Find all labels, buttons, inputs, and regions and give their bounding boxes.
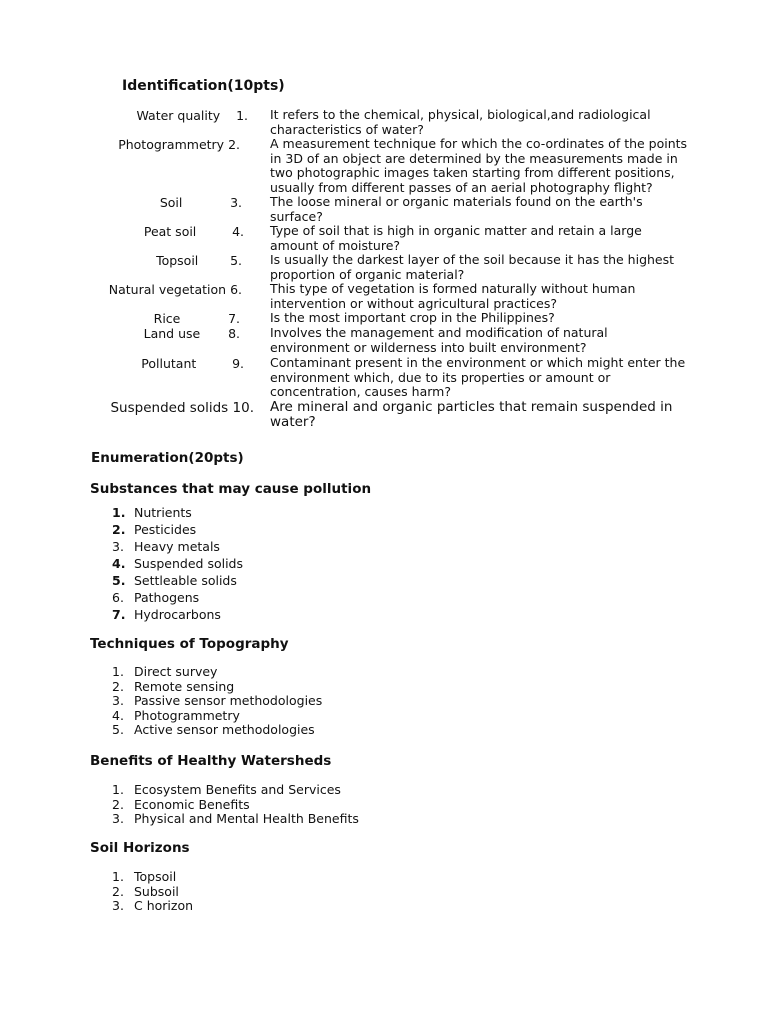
list-number: 3. bbox=[112, 811, 124, 827]
identification-question: Involves the management and modification of natural environment or wilderness into built environment? bbox=[270, 325, 608, 355]
identification-term: Water quality 1. bbox=[136, 108, 248, 123]
list-item bbox=[90, 572, 243, 589]
list-item-text: Settleable solids bbox=[134, 573, 237, 588]
list-number: 6. bbox=[112, 590, 124, 605]
list-item-text: Nutrients bbox=[134, 505, 192, 520]
list-item bbox=[90, 723, 322, 738]
list-item bbox=[90, 709, 322, 724]
list-item-text: Ecosystem Benefits and Services bbox=[134, 782, 341, 797]
list-number: 2. bbox=[112, 796, 124, 812]
watershed-benefits-list bbox=[90, 783, 359, 827]
identification-term: Photogrammetry 2. bbox=[118, 137, 240, 152]
identification-term: Topsoil 5. bbox=[156, 253, 242, 268]
soil-horizons-list bbox=[90, 870, 193, 914]
list-item bbox=[90, 783, 359, 798]
list-number: 1. bbox=[112, 782, 124, 797]
list-item bbox=[90, 555, 243, 572]
list-number: 3. bbox=[112, 539, 124, 554]
list-item-text: Direct survey bbox=[134, 664, 218, 679]
section-heading-pollution: Substances that may cause pollution bbox=[90, 481, 372, 497]
list-number: 4. bbox=[112, 707, 124, 723]
list-item-text: Photogrammetry bbox=[134, 707, 240, 723]
identification-question: Contaminant present in the environment or which might enter the environment which, due to its properties or amount or concentration, causes harm? bbox=[270, 355, 686, 400]
section-heading-soil-horizons: Soil Horizons bbox=[90, 840, 190, 856]
list-item-text: Passive sensor methodologies bbox=[134, 693, 323, 709]
list-number: 2. bbox=[112, 678, 124, 694]
identification-question: Is the most important crop in the Philippines? bbox=[270, 310, 555, 325]
list-item bbox=[90, 798, 359, 813]
list-number: 1. bbox=[112, 869, 124, 884]
list-item bbox=[90, 589, 243, 606]
topography-techniques-list bbox=[90, 665, 322, 738]
identification-term: Suspended solids 10. bbox=[110, 400, 254, 416]
list-number: 5. bbox=[112, 573, 126, 588]
list-item bbox=[90, 606, 243, 623]
enumeration-title: Enumeration(20pts) bbox=[91, 450, 244, 466]
identification-term: Natural vegetation 6. bbox=[108, 282, 242, 297]
list-number: 5. bbox=[112, 722, 124, 738]
list-item-text: Active sensor methodologies bbox=[134, 722, 315, 738]
list-item bbox=[90, 680, 322, 695]
list-item-text: C horizon bbox=[134, 898, 194, 914]
list-item bbox=[90, 870, 193, 885]
list-number: 3. bbox=[112, 693, 124, 709]
identification-term: Peat soil 4. bbox=[143, 224, 244, 239]
list-item-text: Suspended solids bbox=[134, 556, 244, 571]
list-item bbox=[90, 538, 243, 555]
section-heading-topography: Techniques of Topography bbox=[90, 636, 289, 652]
pollution-substances-list bbox=[90, 504, 243, 623]
identification-question: It refers to the chemical, physical, biological,and radiological characteristics of water? bbox=[270, 107, 651, 137]
list-item-text: Topsoil bbox=[134, 869, 177, 884]
identification-question: Are mineral and organic particles that remain suspended in water? bbox=[270, 399, 673, 430]
list-item-text: Subsoil bbox=[134, 883, 179, 899]
list-item bbox=[90, 521, 243, 538]
list-item-text: Heavy metals bbox=[134, 539, 220, 554]
list-number: 4. bbox=[112, 556, 126, 571]
list-item-text: Economic Benefits bbox=[134, 796, 250, 812]
list-item bbox=[90, 812, 359, 827]
list-number: 3. bbox=[112, 898, 124, 914]
list-number: 1. bbox=[112, 664, 124, 679]
identification-term: Pollutant 9. bbox=[141, 356, 244, 371]
identification-question: This type of vegetation is formed naturally without human intervention or without agricultural practices? bbox=[270, 281, 636, 311]
identification-question: Is usually the darkest layer of the soil because it has the highest proportion of organic material? bbox=[270, 252, 675, 282]
identification-title: Identification(10pts) bbox=[122, 78, 285, 94]
list-item-text: Pathogens bbox=[134, 590, 200, 605]
section-heading-watersheds: Benefits of Healthy Watersheds bbox=[90, 753, 332, 769]
list-item-text: Physical and Mental Health Benefits bbox=[134, 811, 359, 827]
list-number: 1. bbox=[112, 505, 126, 520]
list-item bbox=[90, 899, 193, 914]
identification-term: Soil 3. bbox=[159, 195, 242, 210]
identification-question: A measurement technique for which the co-ordinates of the points in 3D of an object are determined by the measurements made in two photographic images taken starting from different positions, usually from different passes of an aerial photography flight? bbox=[270, 136, 688, 195]
list-item bbox=[90, 665, 322, 680]
list-item-text: Pesticides bbox=[134, 522, 197, 537]
list-item bbox=[90, 885, 193, 900]
list-number: 2. bbox=[112, 522, 126, 537]
list-item bbox=[90, 694, 322, 709]
list-item bbox=[90, 504, 243, 521]
list-number: 7. bbox=[112, 607, 126, 622]
identification-question: Type of soil that is high in organic matter and retain a large amount of moisture? bbox=[270, 223, 642, 253]
identification-term: Rice 7. bbox=[153, 311, 240, 326]
identification-question: The loose mineral or organic materials found on the earth's surface? bbox=[270, 194, 643, 224]
identification-term: Land use 8. bbox=[143, 326, 240, 341]
list-number: 2. bbox=[112, 883, 124, 899]
list-item-text: Hydrocarbons bbox=[134, 607, 221, 622]
list-item-text: Remote sensing bbox=[134, 678, 235, 694]
